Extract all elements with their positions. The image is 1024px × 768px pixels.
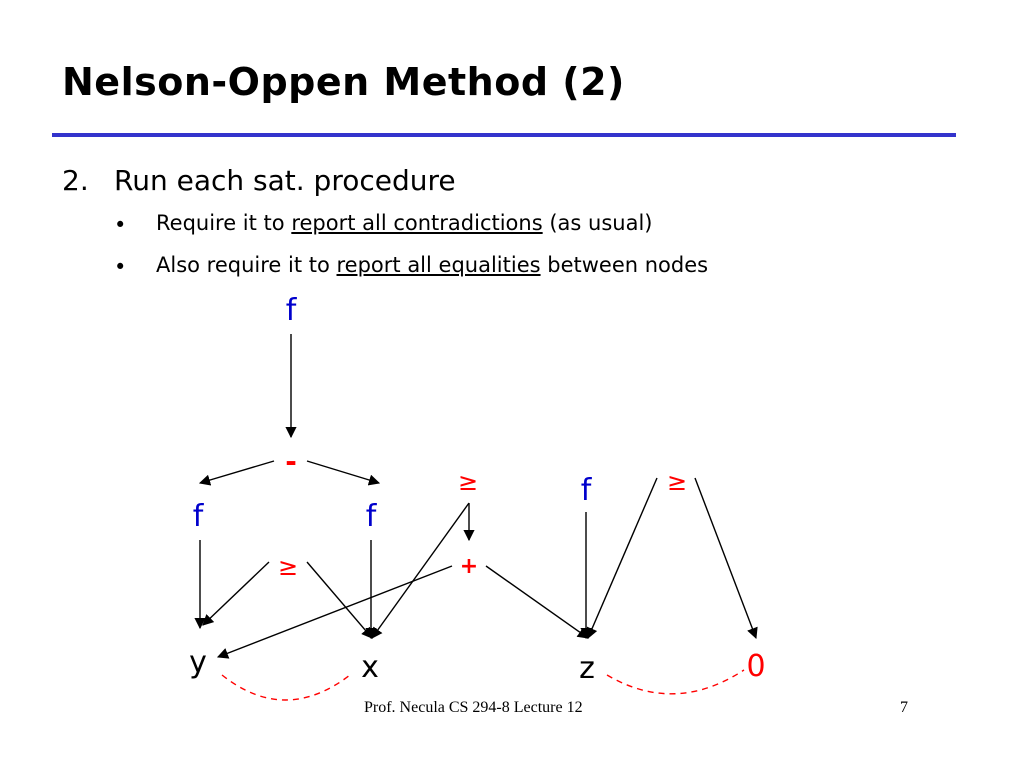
node-plus: + — [459, 554, 479, 579]
bullet-marker: • — [114, 255, 127, 279]
equality-links — [222, 670, 744, 700]
edge-minus-leftf — [200, 461, 274, 483]
equality-link-y-x — [222, 675, 350, 700]
edge-plus-z — [486, 566, 588, 638]
bullet-text: Require it to — [156, 211, 292, 235]
slide-number: 7 — [900, 699, 908, 716]
diagram-nodes — [189, 293, 765, 686]
node-geq-plus: ≥ — [457, 468, 479, 496]
node-f-top: f — [285, 293, 297, 328]
edge-geqright-z — [588, 478, 657, 638]
footer-course-info: Prof. Necula CS 294-8 Lecture 12 — [364, 699, 583, 716]
edge-geqright-zero — [695, 478, 756, 638]
edge-geqmid-x — [307, 562, 372, 638]
node-minus: - — [285, 445, 297, 478]
node-x: x — [361, 650, 379, 685]
edge-minus-midf — [307, 461, 379, 483]
step-number: 2. — [62, 164, 89, 197]
bullet-underlined-text: report all contradictions — [291, 211, 543, 235]
edge-plus-y — [218, 566, 452, 657]
node-f-mid: f — [365, 499, 377, 534]
slide-title: Nelson-Oppen Method (2) — [62, 60, 625, 104]
node-geq-right: ≥ — [666, 468, 688, 496]
node-zero: 0 — [746, 649, 766, 684]
bullet-marker: • — [114, 213, 127, 237]
node-geq-mid: ≥ — [277, 553, 299, 581]
node-z: z — [579, 651, 595, 686]
bullet-text: Also require it to — [156, 253, 337, 277]
edge-geqplus-x — [372, 503, 469, 638]
bullet-underlined-text: report all equalities — [336, 253, 541, 277]
equality-link-z-zero — [607, 670, 744, 694]
node-y: y — [189, 645, 207, 680]
edge-geqmid-y — [203, 562, 269, 625]
node-f-left: f — [192, 499, 204, 534]
bullet-text: (as usual) — [542, 211, 653, 235]
step-text: Run each sat. procedure — [114, 164, 456, 197]
node-f-right: f — [580, 473, 592, 508]
bullet-text: between nodes — [540, 253, 709, 277]
